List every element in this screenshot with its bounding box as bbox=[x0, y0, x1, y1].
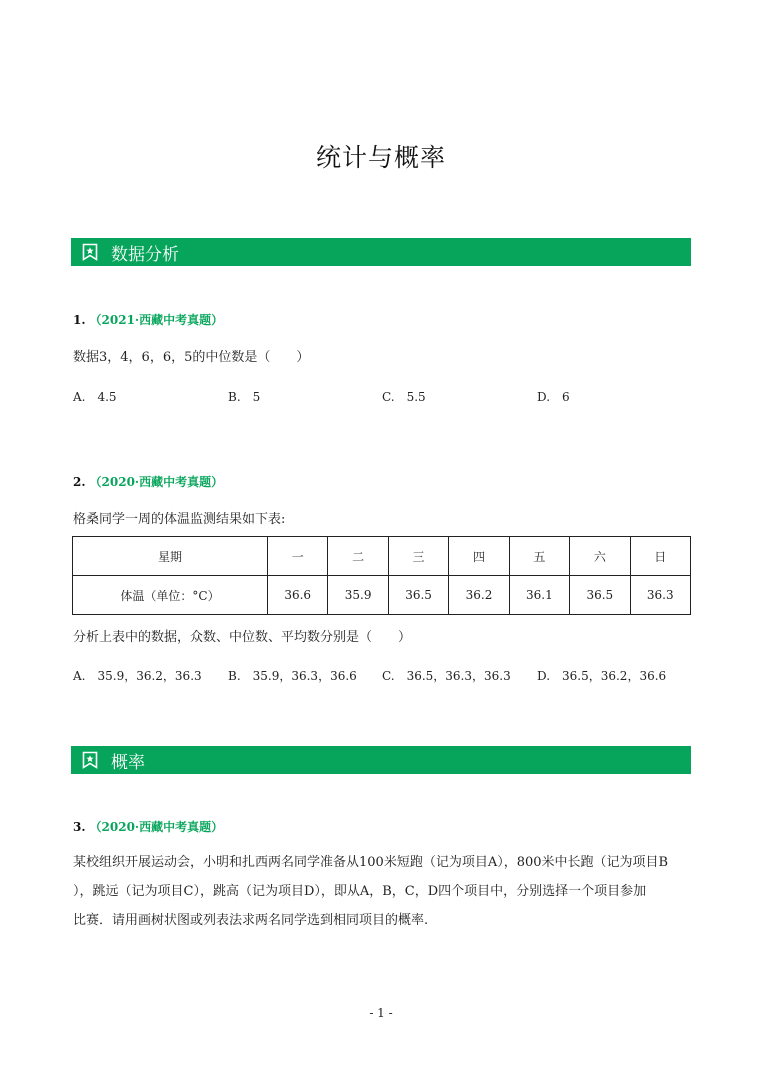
table-cell: 36.2 bbox=[449, 576, 509, 615]
table-cell: 36.1 bbox=[509, 576, 569, 615]
table-cell: 三 bbox=[388, 537, 448, 576]
question-3-header bbox=[73, 818, 223, 835]
question-number: 2. bbox=[73, 475, 86, 489]
option-b: B. 35.9，36.3，36.6 bbox=[228, 669, 357, 683]
question-1-text: 数据3，4，6，6，5的中位数是（ ） bbox=[73, 350, 310, 365]
question-2-text: 分析上表中的数据，众数、中位数、平均数分别是（ ） bbox=[73, 630, 412, 645]
bookmark-star-icon bbox=[81, 243, 99, 261]
paragraph-line: 某校组织开展运动会，小明和扎西两名同学准备从100米短跑（记为项目A），800米中长跑（记为项目B bbox=[73, 855, 669, 870]
table-cell: 日 bbox=[630, 537, 690, 576]
paragraph-line: 比赛．请用画树状图或列表法求两名同学选到相同项目的概率. bbox=[73, 913, 429, 928]
question-source: （2020·西藏中考真题） bbox=[89, 820, 224, 834]
table-cell: 四 bbox=[449, 537, 509, 576]
table-cell: 二 bbox=[328, 537, 388, 576]
question-2-intro: 格桑同学一周的体温监测结果如下表: bbox=[73, 512, 286, 527]
paragraph-line: ），跳远（记为项目C），跳高（记为项目D），即从A，B，C，D四个项目中，分别选择一个项目参加 bbox=[73, 884, 647, 899]
question-1-header bbox=[73, 311, 223, 328]
table-cell: 36.5 bbox=[570, 576, 630, 615]
option-c: C. 36.5，36.3，36.3 bbox=[382, 669, 511, 683]
option-d: D. 36.5，36.2，36.6 bbox=[537, 669, 667, 683]
table-row bbox=[73, 576, 691, 615]
question-3-text bbox=[73, 848, 693, 935]
question-source: （2021·西藏中考真题） bbox=[89, 313, 224, 327]
section-header-probability bbox=[71, 746, 691, 774]
page-title: 统计与概率 bbox=[315, 143, 446, 172]
option-c: C. 5.5 bbox=[382, 390, 426, 404]
question-number: 1. bbox=[73, 313, 86, 327]
table-cell: 一 bbox=[268, 537, 328, 576]
table-header-row bbox=[73, 537, 691, 576]
table-cell: 35.9 bbox=[328, 576, 388, 615]
table-cell: 五 bbox=[509, 537, 569, 576]
bookmark-star-icon bbox=[81, 751, 99, 769]
option-a: A. 4.5 bbox=[73, 390, 117, 404]
section-label: 数据分析 bbox=[111, 244, 179, 265]
option-d: D. 6 bbox=[537, 390, 570, 404]
question-2-header bbox=[73, 473, 223, 490]
table-cell: 星期 bbox=[73, 537, 268, 576]
section-header-data-analysis bbox=[71, 238, 691, 266]
table-cell: 36.3 bbox=[630, 576, 690, 615]
question-number: 3. bbox=[73, 820, 86, 834]
table-cell: 36.5 bbox=[388, 576, 448, 615]
table-cell: 六 bbox=[570, 537, 630, 576]
table-cell: 36.6 bbox=[268, 576, 328, 615]
table-cell: 体温（单位：°C） bbox=[73, 576, 268, 615]
page-number: - 1 - bbox=[369, 1006, 393, 1020]
section-label: 概率 bbox=[111, 752, 145, 773]
temperature-table bbox=[72, 536, 691, 615]
option-a: A. 35.9，36.2，36.3 bbox=[73, 669, 202, 683]
option-b: B. 5 bbox=[228, 390, 261, 404]
question-source: （2020·西藏中考真题） bbox=[89, 475, 224, 489]
